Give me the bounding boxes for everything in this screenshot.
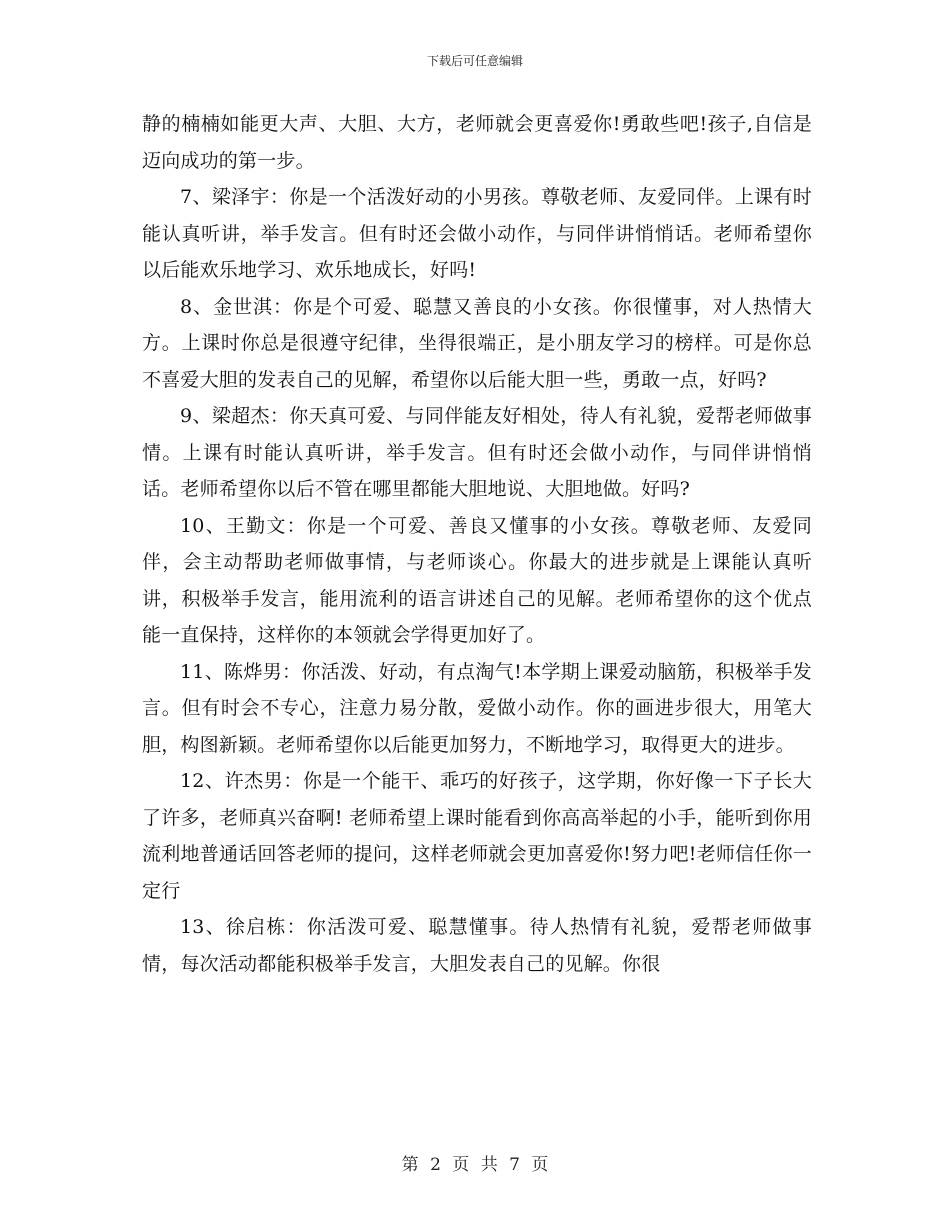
paragraph-comment-13: 13、徐启栋：你活泼可爱、聪慧懂事。待人热情有礼貌，爱帮老师做事情，每次活动都能积极举手发言，大胆发表自己的见解。你很 [142, 916, 812, 975]
paragraph-comment-9: 9、梁超杰：你天真可爱、与同伴能友好相处，待人有礼貌，爱帮老师做事情。上课有时能认真听讲，举手发言。但有时还会做小动作，与同伴讲悄悄话。老师希望你以后不管在哪里都能大胆地说、大胆地做。好吗? [142, 405, 812, 500]
page-number-footer: 第 2 页 共 7 页 [401, 1155, 549, 1175]
paragraph-continuation: 静的楠楠如能更大声、大胆、大方，老师就会更喜爱你!勇敢些吧!孩子,自信是迈向成功的第一步。 [142, 113, 812, 172]
paragraph-comment-12: 12、许杰男：你是一个能干、乖巧的好孩子，这学期，你好像一下子长大了许多，老师真兴奋啊! 老师希望上课时能看到你高高举起的小手，能听到你用流利地普通话回答老师的提问，这样老师就会更加喜爱你!努力吧!老师信任你一定行 [142, 770, 812, 902]
paragraph-comment-11: 11、陈烨男：你活泼、好动，有点淘气!本学期上课爱动脑筋，积极举手发言。但有时会不专心，注意力易分散，爱做小动作。你的画进步很大，用笔大胆，构图新颖。老师希望你以后能更加努力，不断地学习，取得更大的进步。 [142, 660, 812, 756]
document-body [142, 106, 812, 982]
page-header: 下载后可任意编辑 [426, 54, 523, 68]
paragraph-comment-7: 7、梁泽宇：你是一个活泼好动的小男孩。尊敬老师、友爱同伴。上课有时能认真听讲，举手发言。但有时还会做小动作，与同伴讲悄悄话。老师希望你以后能欢乐地学习、欢乐地成长，好吗! [142, 186, 812, 281]
paragraph-comment-8: 8、金世淇：你是个可爱、聪慧又善良的小女孩。你很懂事，对人热情大方。上课时你总是很遵守纪律，坐得很端正，是小朋友学习的榜样。可是你总不喜爱大胆的发表自己的见解，希望你以后能大胆一些，勇敢一点，好吗? [142, 295, 812, 391]
paragraph-comment-10: 10、王勤文：你是一个可爱、善良又懂事的小女孩。尊敬老师、友爱同伴，会主动帮助老师做事情，与老师谈心。你最大的进步就是上课能认真听讲，积极举手发言，能用流利的语言讲述自己的见解。老师希望你的这个优点能一直保持，这样你的本领就会学得更加好了。 [142, 514, 812, 646]
